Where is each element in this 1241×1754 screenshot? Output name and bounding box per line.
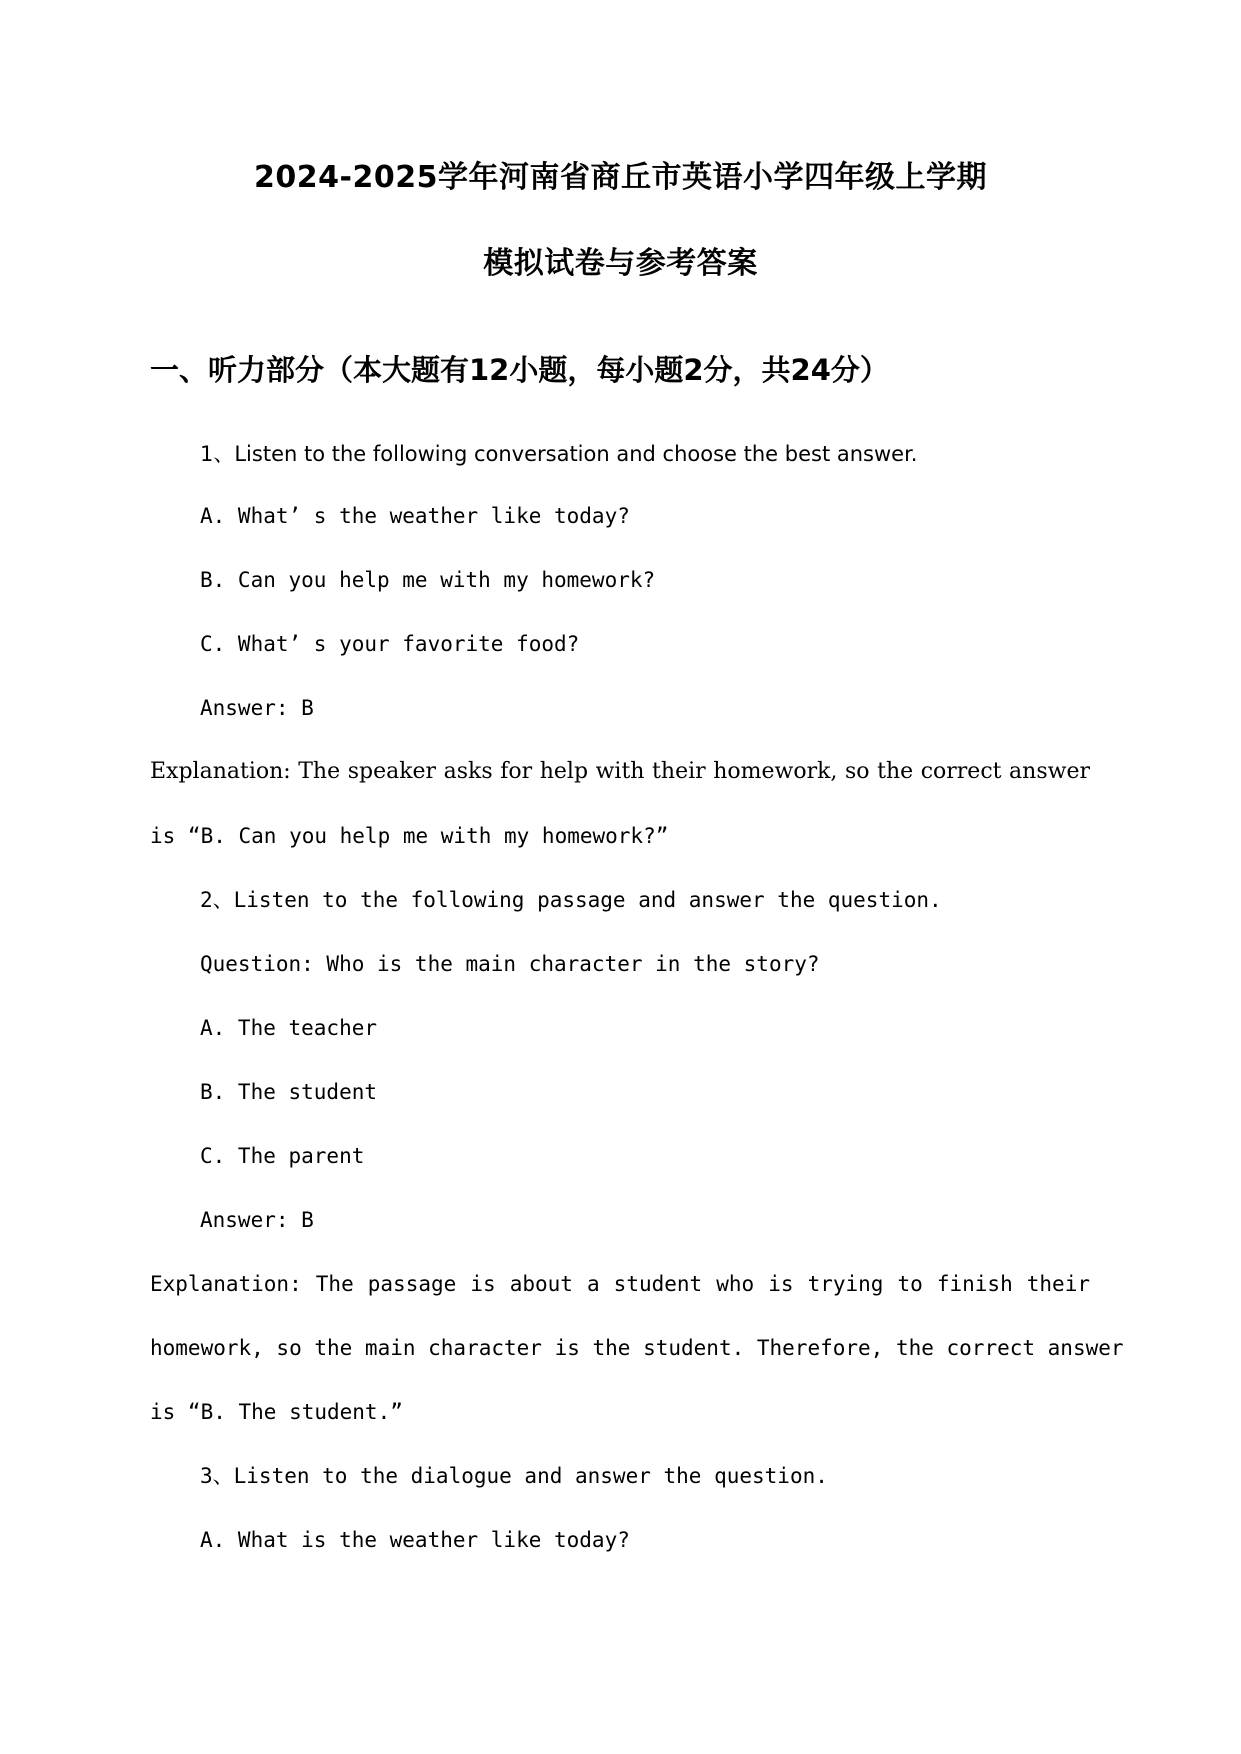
q2-option-b: B. The student [200, 1080, 378, 1104]
q1-option-a: A. What’ s the weather like today? [200, 504, 630, 528]
q1-answer: Answer: B [200, 696, 314, 720]
q2-option-c: C. The parent [200, 1144, 365, 1168]
q3-prompt: 3、Listen to the dialogue and answer the question. [200, 1464, 828, 1488]
q2-explanation-line-2: homework, so the main character is the student. Therefore, the correct answer [150, 1336, 1124, 1360]
q2-explanation-line-1: Explanation: The passage is about a student who is trying to finish their [150, 1272, 1090, 1296]
q2-option-a: A. The teacher [200, 1016, 378, 1040]
q2-prompt: 2、Listen to the following passage and answer the question. [200, 888, 942, 912]
q2-question: Question: Who is the main character in the story? [200, 952, 820, 976]
q3-option-a: A. What is the weather like today? [200, 1528, 630, 1552]
q2-explanation-line-3: is “B. The student.” [150, 1400, 403, 1424]
q1-explanation-line-1: Explanation: The speaker asks for help with their homework, so the correct answer [150, 759, 1090, 784]
q1-option-c: C. What’ s your favorite food? [200, 632, 580, 656]
q1-explanation-line-2: is “B. Can you help me with my homework?” [150, 824, 669, 848]
document-title-line-2: 模拟试卷与参考答案 [483, 246, 758, 281]
document-title-line-1: 2024-2025学年河南省商丘市英语小学四年级上学期 [254, 160, 987, 195]
q1-option-b: B. Can you help me with my homework? [200, 568, 656, 592]
q1-prompt: 1、Listen to the following conversation and choose the best answer. [200, 442, 918, 466]
section-heading-listening: 一、听力部分（本大题有12小题，每小题2分，共24分） [150, 353, 889, 387]
q2-answer: Answer: B [200, 1208, 314, 1232]
